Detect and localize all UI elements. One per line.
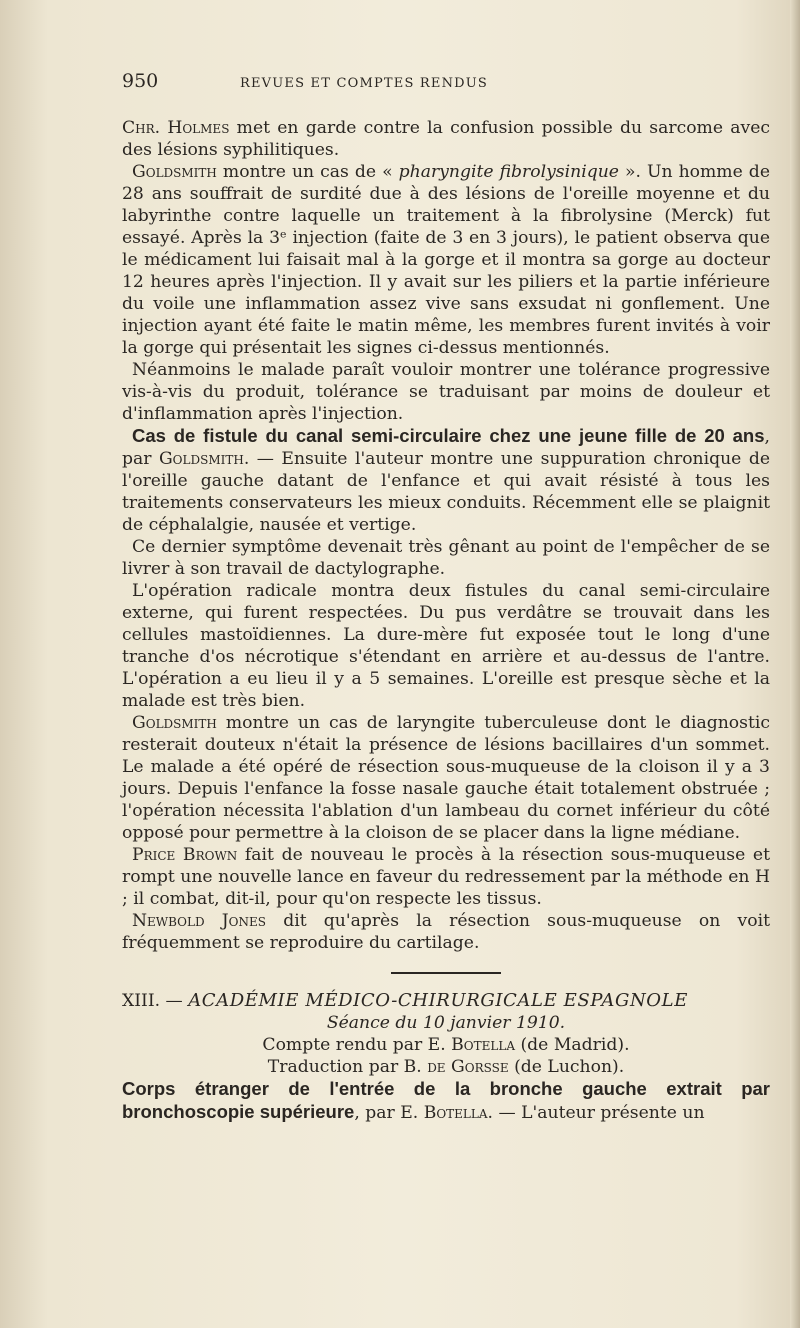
paragraph-tolerance: Néanmoins le malade paraît vouloir montrer une tolérance progressive vis-à-vis du produit, tolérance se traduisant par moins de douleur et d'inflammation après l'injection. [122,360,770,424]
author-name: Goldsmith [132,162,217,182]
paragraph-newbold-jones: Newbold Jones dit qu'après la résection sous-muqueuse on voit fréquemment se reproduire du cartilage. [122,911,770,953]
translation-credit: Traduction par B. de Gorsse (de Luchon). [267,1057,625,1077]
author-name: Chr. Holmes [122,118,230,138]
author-name: Botella [423,1103,488,1123]
section-title: XIII. — ACADÉMIE MÉDICO-CHIRURGICALE ESPAGNOLE [122,990,688,1011]
author-name: Price Brown [132,845,238,865]
case-heading: Corps étranger de l'entrée de la bronche gauche extrait par bronchoscopie supérieure [122,1078,770,1122]
page-edge-shadow [790,0,800,1328]
paragraph-fistule: Cas de fistule du canal semi-circulaire chez une jeune fille de 20 ans, par Goldsmith. — Ensuite l'auteur montre une suppuration chronique de l'oreille gauche datant de l'enfance et qui avait résisté à tous les traitements conservateurs les mieux conduits. Récemment elle se plaignit de céphalalgie, nausée et vertige. [122,425,770,535]
case-heading: Cas de fistule du canal semi-circulaire chez une jeune fille de 20 ans [132,425,765,446]
author-name: Goldsmith [158,449,244,469]
report-credit: Compte rendu par E. Botella (de Madrid). [262,1035,630,1055]
seance-date: Séance du 10 janvier 1910. [326,1013,566,1033]
page-number: 950 [122,70,159,92]
paragraph-corps-etranger: Corps étranger de l'entrée de la bronche gauche extrait par bronchoscopie supérieure, par E. Botella. — L'auteur présente un [122,1078,770,1123]
paragraph-goldsmith-pharyngite: Goldsmith montre un cas de « pharyngite fibrolysinique ». Un homme de 28 ans souffrait de surdité due à des lésions de l'oreille moyenne et du labyrinthe contre laquelle un traitement à la fibrolysine (Merck) fut essayé. Après la 3ᵉ injection (faite de 3 en 3 jours), le patient observa que le médicament lui faisait mal à la gorge et il montra sa gorge au docteur 12 heures après l'injection. Il y avait sur les piliers et la partie inférieure du voile une inflammation assez vive sans exsudat ni gonflement. Une injection ayant été faite le matin même, les membres furent invités à voir la gorge qui présentait les signes ci-dessus mentionnés. [122,162,770,358]
author-name: Newbold Jones [132,911,266,931]
page-header [122,70,770,95]
paragraph-holmes: Chr. Holmes met en garde contre la confusion possible du sarcome avec des lésions syphilitiques. [122,118,770,160]
paragraph-price-brown: Price Brown fait de nouveau le procès à la résection sous-muqueuse et rompt une nouvelle lance en faveur du redressement par la méthode en H ; il combat, dit-il, pour qu'on respecte les tissus. [122,845,770,909]
paragraph-operation: L'opération radicale montra deux fistules du canal semi-circulaire externe, qui furent respectées. Du pus verdâtre se trouvait dans les cellules mastoïdiennes. La dure-mère fut exposée tout le long d'une tranche d'os nécrotique s'étendant en arrière et au-dessus de l'antre. L'opération a eu lieu il y a 5 semaines. L'oreille est presque sèche et la malade est très bien. [122,581,770,711]
author-name: Goldsmith [132,713,217,733]
italic-term: pharyngite fibrolysinique [398,162,619,182]
paragraph-goldsmith-laryngite: Goldsmith montre un cas de laryngite tuberculeuse dont le diagnostic resterait douteux n'était la présence de lésions bacillaires d'un sommet. Le malade a été opéré de résection sous-muqueuse de la cloison il y a 3 jours. Depuis l'enfance la fosse nasale gauche était totalement obstruée ; l'opération nécessita l'ablation d'un lambeau du cornet inférieur du côté opposé pour permettre à la cloison de se placer dans la ligne médiane. [122,713,770,843]
document-body [122,70,770,1124]
section-divider [391,972,501,974]
paragraph-symptome: Ce dernier symptôme devenait très gênant au point de l'empêcher de se livrer à son travail de dactylographe. [122,537,770,579]
running-title: REVUES ET COMPTES RENDUS [240,76,489,91]
